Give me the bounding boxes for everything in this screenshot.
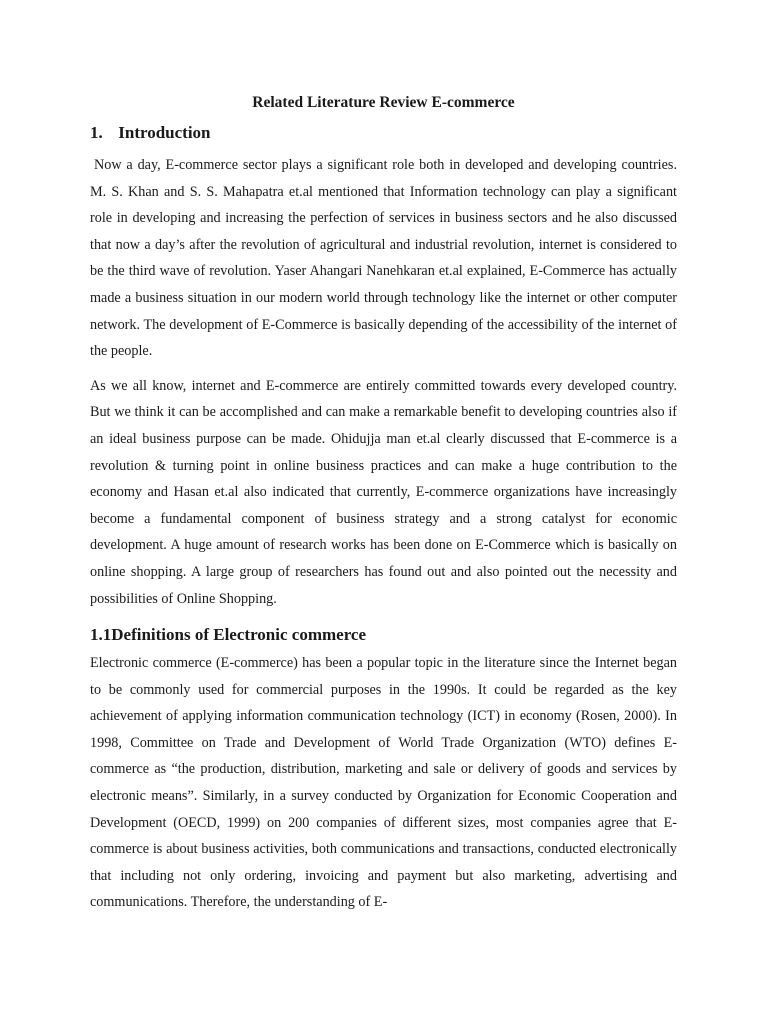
paragraph: As we all know, internet and E-commerce are entirely committed towards every developed country. But we think it can be accomplished and can make a remarkable benefit to developing countries also if an ideal business purpose can be made. Ohidujja man et.al clearly discussed that E-commerce is a revolution & turning point in online business practices and can make a huge contribution to the economy and Hasan et.al also indicated that currently, E-commerce organizations have increasingly become a fundamental component of business strategy and a strong catalyst for economic development. A huge amount of research works has been done on E-Commerce which is basically on online shopping. A large group of researchers has found out and also pointed out the necessity and possibilities of Online Shopping. <box>90 377 677 607</box>
section-number: 1. <box>90 123 103 142</box>
section-title: Definitions of Electronic commerce <box>111 625 367 645</box>
section-heading-definitions <box>90 622 677 648</box>
document-title: Related Literature Review E-commerce <box>252 94 515 111</box>
section-number: 1.1 <box>90 625 112 645</box>
section-heading-introduction <box>90 120 677 146</box>
section-title: Introduction <box>118 123 211 142</box>
paragraph: Electronic commerce (E-commerce) has been a popular topic in the literature since the Internet began to be commonly used for commercial purposes in the 1990s. It could be regarded as the key achievement of applying information communication technology (ICT) in economy (Rosen, 2000). In 1998, Committee on Trade and Development of World Trade Organization (WTO) defines E-commerce as “the production, distribution, marketing and sale or delivery of goods and services by electronic means”. Similarly, in a survey conducted by Organization for Economic Cooperation and Development (OECD, 1999) on 200 companies of different sizes, most companies agree that E-commerce is about business activities, both communications and transactions, conducted electronically that including not only ordering, invoicing and payment but also marketing, advertising and communications. Therefore, the understanding of E- <box>90 655 677 911</box>
document-page <box>90 90 677 924</box>
paragraph: Now a day, E-commerce sector plays a significant role both in developed and developing countries. M. S. Khan and S. S. Mahapatra et.al mentioned that Information technology can play a significant role in developing and increasing the perfection of services in business sectors and he also discussed that now a day’s after the revolution of agricultural and industrial revolution, internet is considered to be the third wave of revolution. Yaser Ahangari Nanehkaran et.al explained, E-Commerce has actually made a business situation in our modern world through technology like the internet or other computer network. The development of E-Commerce is basically depending of the accessibility of the internet of the people. <box>90 157 677 360</box>
